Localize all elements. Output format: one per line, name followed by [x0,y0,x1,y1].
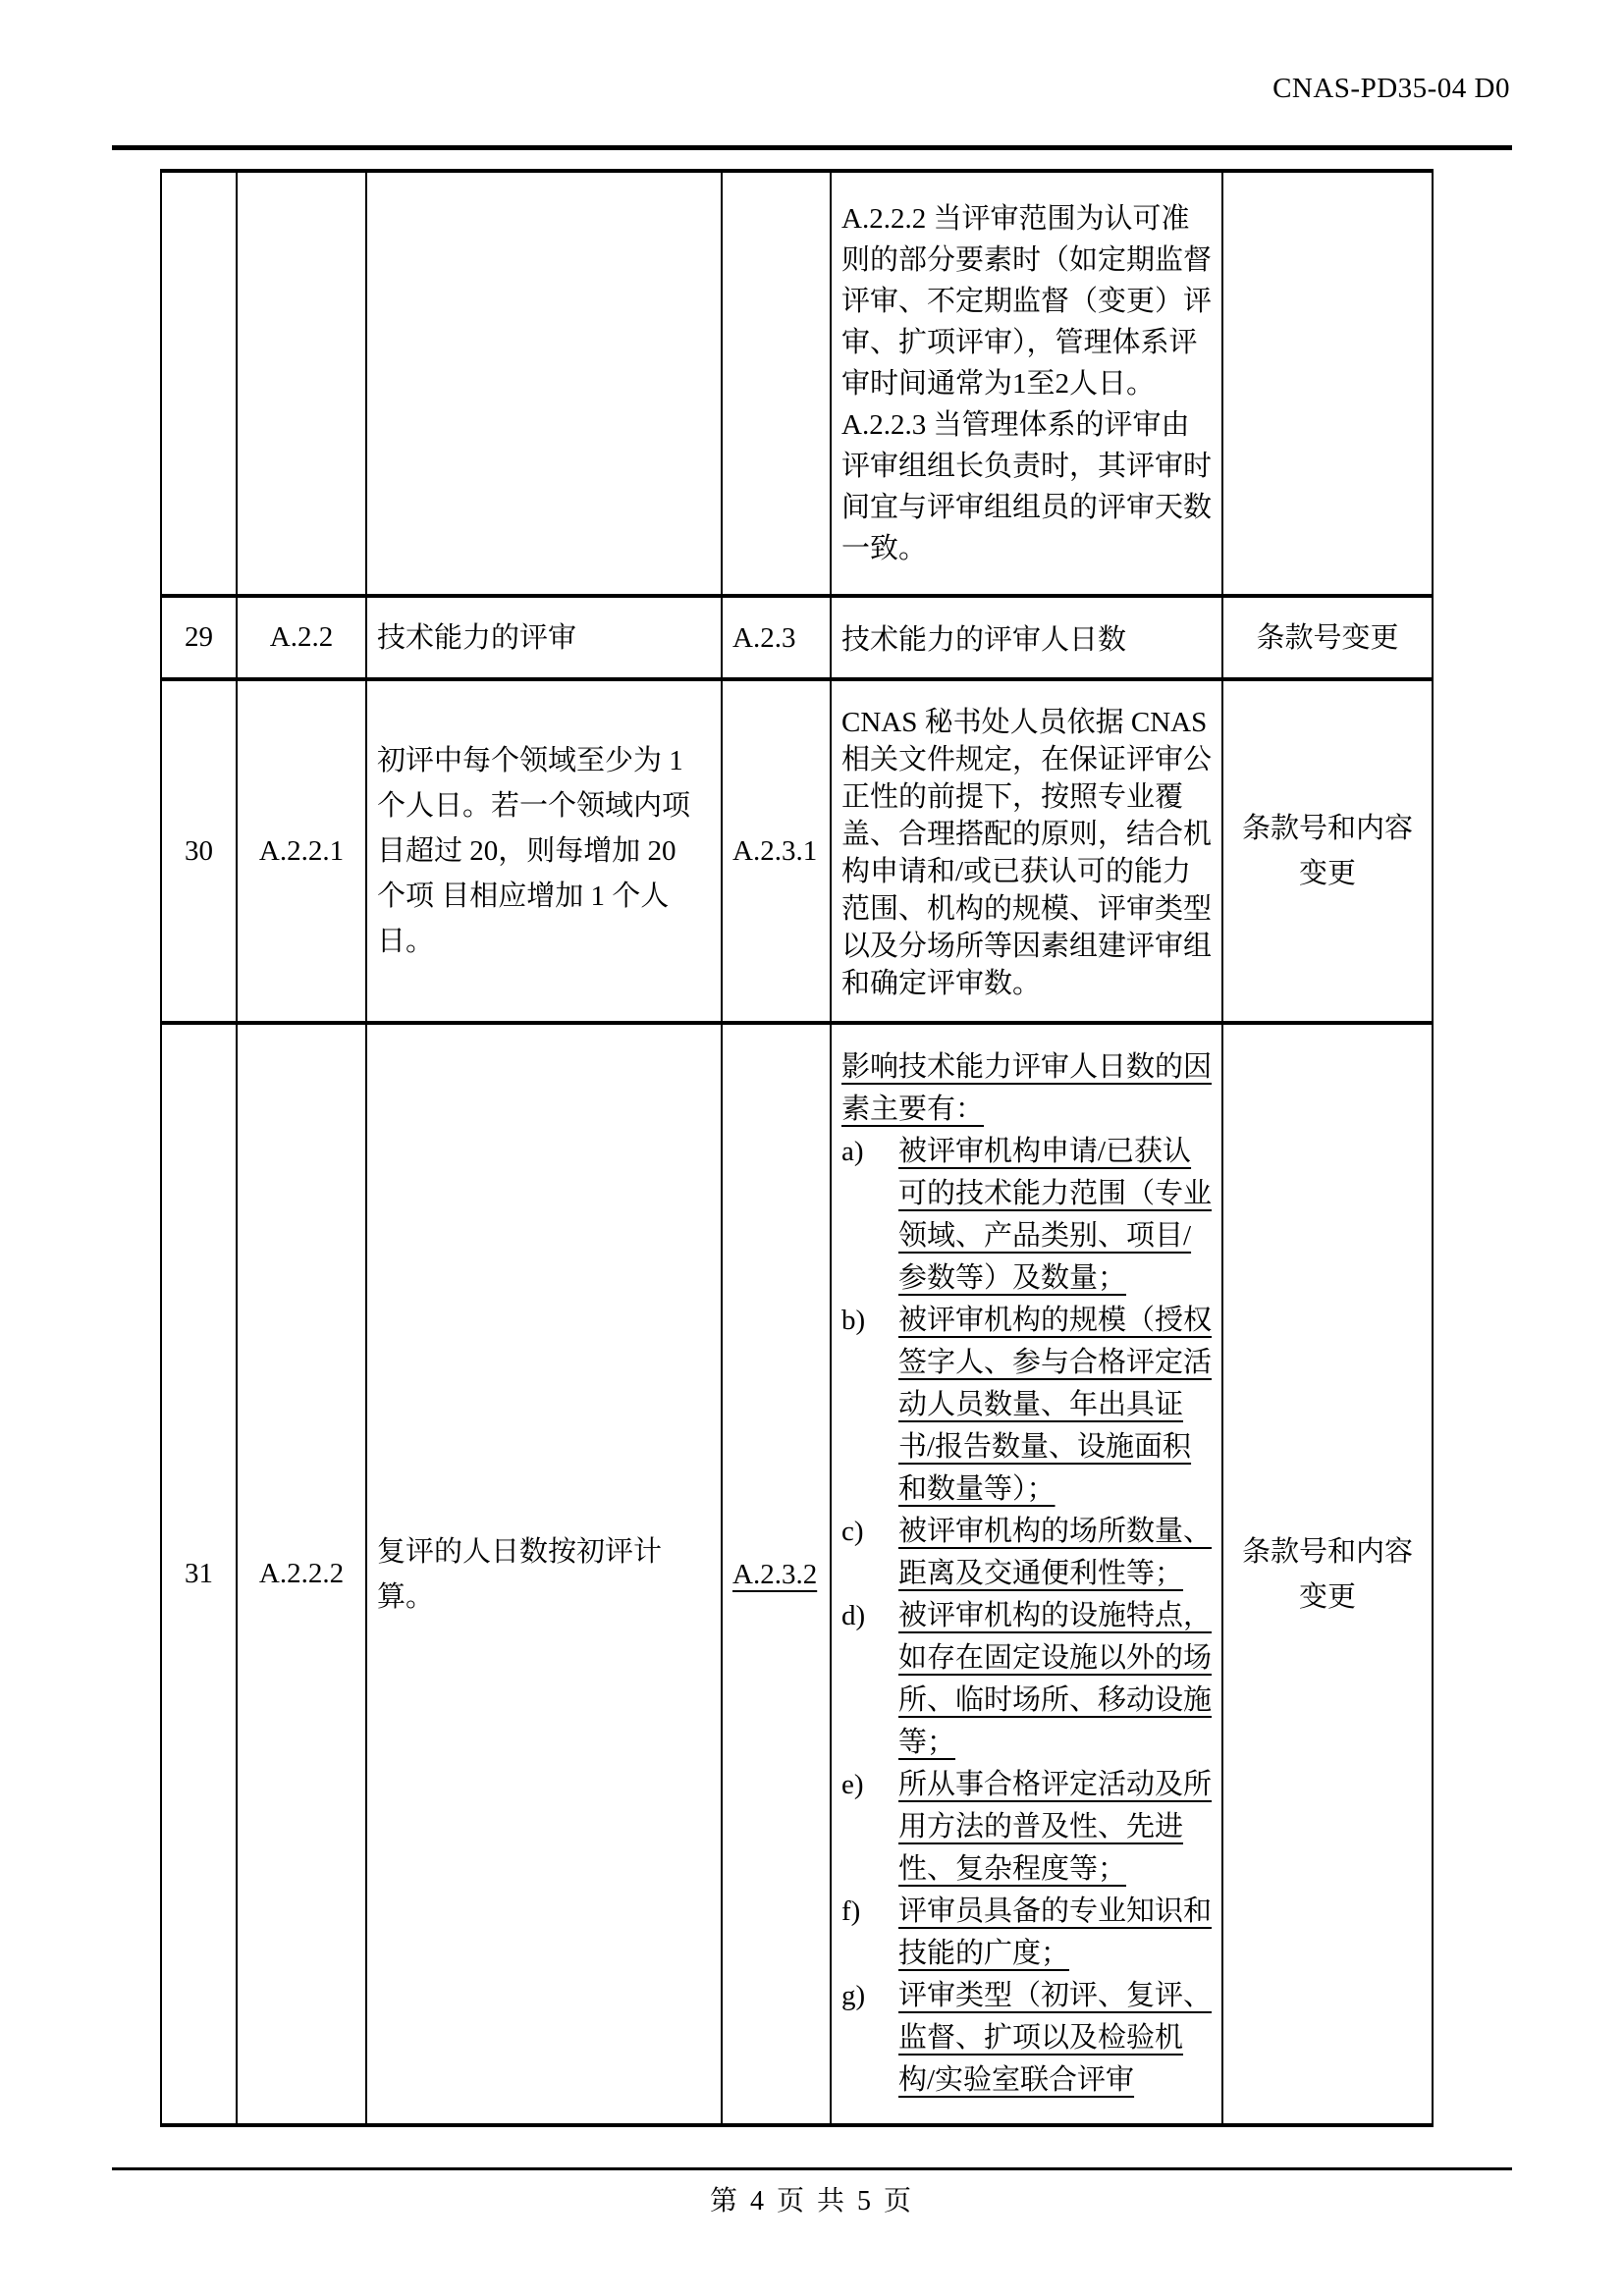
cell-old-text: 技术能力的评审 [366,596,722,679]
list-marker: d) [841,1600,866,1631]
cell-old-clause: A.2.2.2 [237,1023,366,2125]
list-marker: f) [841,1896,861,1927]
cell-old-clause: A.2.2 [237,596,366,679]
table-row-continued [161,171,1433,596]
list-item [841,1131,1212,1300]
cell-old-text: 初评中每个领域至少为 1 个人日。若一个领域内项目超过 20，则每增加 20 个项 目相应增加 1 个人日。 [366,679,722,1023]
list-marker: a) [841,1136,864,1167]
cell-new-clause [722,679,831,1023]
cell-change-type: 条款号和内容变更 [1222,1023,1433,2125]
list-item [841,1595,1212,1764]
cell-old-clause [237,171,366,596]
cell-old-clause: A.2.2.1 [237,679,366,1023]
page-number: 第 4 页 共 5 页 [709,2186,914,2216]
list-marker: b) [841,1305,866,1336]
list-text: 评审员具备的专业知识和技能的广度； [898,1896,1213,1969]
list-text: 被评审机构的规模（授权签字人、参与合格评定活动人员数量、年出具证书/报告数量、设施面积和数量等）； [898,1305,1213,1505]
cell-new-clause [722,1023,831,2125]
cell-new-text: CNAS 秘书处人员依据 CNAS 相关文件规定，在保证评审公正性的前提下，按照专业覆盖、合理搭配的原则，结合机构申请和/或已获认可的能力范围、机构的规模、评审类型以及分场所等因素组建评审组和确定评审数。 [831,679,1222,1023]
list-item [841,1975,1212,2102]
list-text: 被评审机构的场所数量、距离及交通便利性等； [898,1516,1213,1589]
cell-seq: 31 [161,1023,237,2125]
cell-old-text [366,171,722,596]
revision-table [160,169,1434,2127]
list-text: 评审类型（初评、复评、监督、扩项以及检验机构/实验室联合评审 [898,1980,1213,2096]
list-marker: c) [841,1516,864,1547]
new-text-intro: 影响技术能力评审人日数的因素主要有： [841,1051,1213,1125]
cell-new-clause [722,596,831,679]
cell-change-type [1222,171,1433,596]
cell-new-text [831,171,1222,596]
new-clause-label: A.2.3.1 [732,835,818,867]
list-marker: g) [841,1980,866,2011]
table-row-30 [161,679,1433,1023]
list-item [841,1300,1212,1511]
list-text: 所从事合格评定活动及所用方法的普及性、先进性、复杂程度等； [898,1769,1213,1885]
doc-code: CNAS-PD35-04 D0 [1272,73,1510,104]
cell-seq: 29 [161,596,237,679]
cell-seq: 30 [161,679,237,1023]
footer-rule [112,2167,1512,2170]
list-text: 被评审机构申请/已获认可的技术能力范围（专业领域、产品类别、项目/参数等）及数量； [898,1136,1213,1294]
cell-change-type: 条款号变更 [1222,596,1433,679]
table-row-29 [161,596,1433,679]
cell-new-clause [722,171,831,596]
new-clause-label: A.2.3 [732,621,796,654]
new-text-paragraph: A.2.2.2 当评审范围为认可准则的部分要素时（如定期监督评审、不定期监督（变更）评审、扩项评审），管理体系评审时间通常为1至2人日。 [841,202,1213,400]
new-text-paragraph: A.2.2.3 当管理体系的评审由评审组组长负责时，其评审时间宜与评审组组员的评审天数一致。 [841,408,1213,564]
cell-seq [161,171,237,596]
list-marker: e) [841,1769,864,1800]
list-item [841,1764,1212,1891]
list-item [841,1511,1212,1595]
table-row-31 [161,1023,1433,2125]
new-clause-label: A.2.3.2 [732,1558,818,1590]
cell-change-type: 条款号和内容变更 [1222,679,1433,1023]
list-text: 被评审机构的设施特点，如存在固定设施以外的场所、临时场所、移动设施等； [898,1600,1213,1758]
cell-new-text: 技术能力的评审人日数 [831,596,1222,679]
cell-new-text [831,1023,1222,2125]
list-item [841,1891,1212,1975]
header-rule [112,145,1512,150]
cell-old-text: 复评的人日数按初评计算。 [366,1023,722,2125]
